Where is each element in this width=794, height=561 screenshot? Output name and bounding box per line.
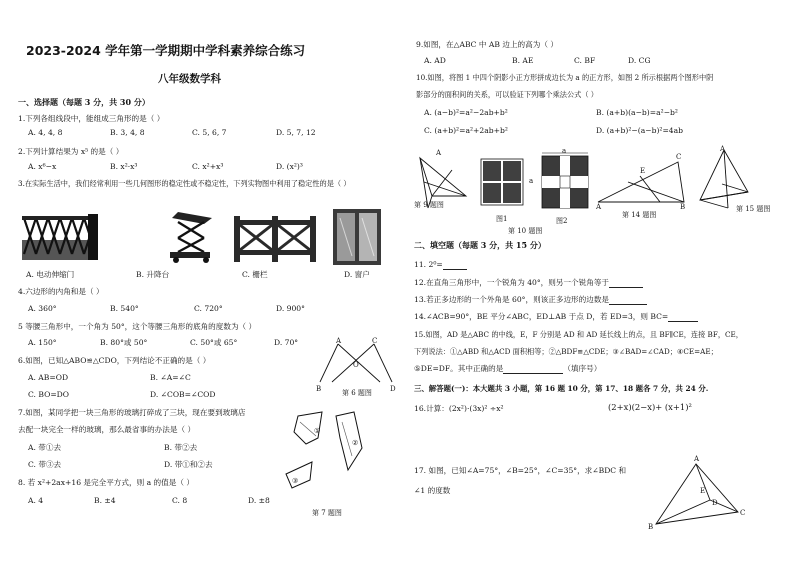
q14-label-b: B bbox=[680, 203, 686, 211]
q2-option-b: B. x²·x³ bbox=[110, 162, 138, 171]
q17-label-c: C bbox=[740, 509, 746, 517]
q9-option-a: A. AD bbox=[424, 56, 446, 65]
q17-figure bbox=[650, 458, 746, 530]
exam-title: 2023-2024 学年第一学期期中学科素养综合练习 bbox=[26, 43, 306, 58]
q11-answer-blank[interactable] bbox=[443, 261, 467, 270]
lifting-platform-image bbox=[120, 208, 218, 264]
q6-caption: 第 6 题图 bbox=[342, 389, 372, 397]
q7-option-d: D. 带①和②去 bbox=[164, 460, 213, 469]
section-1-title: 一、选择题（每题 3 分，共 30 分） bbox=[18, 97, 150, 107]
q11-text bbox=[414, 260, 467, 270]
q12-stem: 12.在直角三角形中，一个锐角为 40°，则另一个锐角等于 bbox=[414, 278, 610, 287]
q5-option-c: C. 50°或 65° bbox=[190, 338, 238, 347]
q7-stem-line2: 去配一块完全一样的玻璃，那么最省事的办法是（ ） bbox=[18, 425, 196, 434]
q7-label-3: ③ bbox=[292, 477, 299, 485]
q9-option-c: C. BF bbox=[574, 56, 596, 65]
q6-option-d: D. ∠COB=∠COD bbox=[150, 390, 216, 399]
section-3-title: 三、解答题(一)：本大题共 3 小题，第 16 题 10 分，第 17、18 题各 7 分，共 24 分. bbox=[414, 384, 709, 393]
q1-option-a: A. 4, 4, 8 bbox=[28, 128, 63, 137]
q6-label-a: A bbox=[336, 337, 342, 345]
q13-stem: 13.若正多边形的一个外角是 60°，则该正多边形的边数是 bbox=[414, 295, 610, 304]
q1-option-d: D. 5, 7, 12 bbox=[276, 128, 316, 137]
q9-option-b: B. AE bbox=[512, 56, 534, 65]
q15-text bbox=[414, 364, 601, 374]
exam-subtitle: 八年级数学科 bbox=[158, 73, 221, 85]
q10-figure-1 bbox=[480, 158, 524, 206]
q3-option-d: D. 窗户 bbox=[344, 270, 370, 279]
retractable-gate-image bbox=[22, 210, 98, 262]
q6-stem: 6.如图，已知△ABO≌△CDO，下列结论不正确的是（ ） bbox=[18, 356, 211, 365]
q6-label-b: B bbox=[316, 385, 322, 393]
q4-option-d: D. 900° bbox=[276, 304, 305, 313]
q6-label-o: O bbox=[353, 361, 359, 369]
q4-stem: 4.六边形的内角和是（ ） bbox=[18, 287, 104, 296]
q13-answer-blank[interactable] bbox=[609, 296, 647, 305]
q2-option-c: C. x²+x³ bbox=[192, 162, 224, 171]
fence-image bbox=[232, 212, 318, 264]
q15-answer-blank[interactable] bbox=[503, 365, 563, 374]
q14-caption: 第 14 题图 bbox=[622, 211, 657, 219]
q1-option-c: C. 5, 6, 7 bbox=[192, 128, 227, 137]
window-image bbox=[332, 208, 382, 266]
q10-label-a-top: a bbox=[562, 147, 567, 155]
q3-option-b: B. 升降台 bbox=[136, 270, 170, 279]
q4-option-a: A. 360° bbox=[28, 304, 57, 313]
q17-stem-line2: ∠1 的度数 bbox=[414, 486, 451, 495]
q7-caption: 第 7 题图 bbox=[312, 509, 342, 517]
q8-option-b: B. ±4 bbox=[94, 496, 116, 505]
q6-option-c: C. BO=DO bbox=[28, 390, 69, 399]
q6-label-c: C bbox=[372, 337, 378, 345]
q15-stem-line1: 15.如图，AD 是△ABC 的中线，E，F 分别是 AD 和 AD 延长线上的点，且 BF∥CE，连接 BF，CE， bbox=[414, 330, 743, 339]
q1-option-b: B. 3, 4, 8 bbox=[110, 128, 145, 137]
q7-stem-line1: 7.如图，某同学把一块三角形的玻璃打碎成了三块，现在要到玻璃店 bbox=[18, 408, 246, 417]
q7-option-c: C. 带③去 bbox=[28, 460, 62, 469]
section-2-title: 二、填空题（每题 3 分，共 15 分） bbox=[414, 240, 546, 250]
q10-option-a: A. (a−b)²=a²−2ab+b² bbox=[424, 108, 508, 117]
q7-label-2: ② bbox=[352, 439, 359, 447]
right-column bbox=[400, 0, 794, 561]
q10-fig1-label: 图1 bbox=[496, 215, 508, 223]
q7-option-a: A. 带①去 bbox=[28, 443, 62, 452]
q9-caption: 第 9 题图 bbox=[414, 201, 444, 209]
q12-text bbox=[414, 278, 643, 288]
q17-label-b: B bbox=[648, 523, 654, 531]
q7-label-1: ① bbox=[314, 427, 321, 435]
q15-suffix: （填序号） bbox=[563, 364, 602, 373]
q10-stem-line1: 10.如图，将图 1 中四个阴影小正方形拼成边长为 a 的正方形，如图 2 所示根据两个图形中阴 bbox=[416, 73, 714, 82]
q12-answer-blank[interactable] bbox=[609, 279, 643, 288]
q3-option-a: A. 电动伸缩门 bbox=[26, 270, 75, 279]
q16-part-b: (2+x)(2−x)+ (x+1)² bbox=[608, 402, 692, 412]
q2-stem: 2.下列计算结果为 x⁵ 的是（ ） bbox=[18, 147, 124, 156]
q14-stem: 14.∠ACB=90°，BE 平分∠ABC，ED⊥AB 于点 D，若 ED=3，则 BC= bbox=[414, 312, 669, 321]
q14-label-e: E bbox=[640, 167, 646, 175]
q9-option-d: D. CG bbox=[628, 56, 651, 65]
q10-figure-2 bbox=[536, 150, 592, 214]
q6-label-d: D bbox=[390, 385, 396, 393]
q10-fig2-label: 图2 bbox=[556, 217, 568, 225]
q8-stem: 8. 若 x²+2ax+16 是完全平方式，则 a 的值是（ ） bbox=[18, 478, 194, 487]
q6-option-b: B. ∠A=∠C bbox=[150, 373, 191, 382]
q9-label-a: A bbox=[436, 149, 442, 157]
q11-stem: 11. 2⁰= bbox=[414, 260, 443, 269]
q5-stem: 5 等腰三角形中，一个角为 50°，这个等腰三角形的底角的度数为（ ） bbox=[18, 322, 257, 331]
q3-stem: 3.在实际生活中，我们经常利用一些几何图形的稳定性或不稳定性，下列实物图中利用了稳定性的是（ ） bbox=[18, 179, 351, 188]
q5-option-a: A. 150° bbox=[28, 338, 57, 347]
q2-option-d: D. (x²)³ bbox=[276, 162, 303, 171]
q10-option-c: C. (a+b)²=a²+2ab+b² bbox=[424, 126, 508, 135]
q7-option-b: B. 带②去 bbox=[164, 443, 198, 452]
q14-answer-blank[interactable] bbox=[668, 313, 698, 322]
q15-caption: 第 15 题图 bbox=[736, 205, 771, 213]
q5-option-d: D. 70° bbox=[274, 338, 299, 347]
q16-part-a: 16.计算：(2x²)·(3x)² ÷x² bbox=[414, 404, 504, 413]
q4-option-c: C. 720° bbox=[194, 304, 223, 313]
q14-label-c: C bbox=[676, 153, 682, 161]
q15-stem-line3: ⑤DE=DF。其中正确的是 bbox=[414, 364, 504, 373]
q14-figure bbox=[594, 154, 690, 208]
q1-stem: 1.下列各组线段中，能组成三角形的是（ ） bbox=[18, 114, 165, 123]
q3-option-c: C. 栅栏 bbox=[242, 270, 268, 279]
q7-figure bbox=[282, 408, 394, 498]
q6-option-a: A. AB=OD bbox=[28, 373, 69, 382]
q2-option-a: A. x⁶−x bbox=[28, 162, 57, 171]
q8-option-c: C. 8 bbox=[172, 496, 188, 505]
q10-caption: 第 10 题图 bbox=[508, 227, 543, 235]
q5-option-b: B. 80°或 50° bbox=[100, 338, 148, 347]
q13-text bbox=[414, 295, 647, 305]
q14-text bbox=[414, 312, 698, 322]
q17-label-e: E bbox=[700, 487, 706, 495]
q10-stem-line2: 影部分的面积间的关系，可以验证下列哪个乘法公式（ ） bbox=[416, 90, 598, 99]
q17-label-d: D bbox=[712, 499, 718, 507]
q10-label-a-side: a bbox=[529, 177, 534, 185]
q8-option-a: A. 4 bbox=[28, 496, 44, 505]
q15-stem-line2: 下列说法：①△ABD 和△ACD 面积相等；②△BDF≌△CDE；③∠BAD=∠CAD；④CE=AE； bbox=[414, 347, 718, 356]
q10-option-b: B. (a+b)(a−b)=a²−b² bbox=[596, 108, 678, 117]
q17-label-a: A bbox=[694, 455, 700, 463]
q10-option-d: D. (a+b)²−(a−b)²=4ab bbox=[596, 126, 684, 135]
q17-stem-line1: 17. 如图，已知∠A=75°，∠B=25°，∠C=35°，求∠BDC 和 bbox=[414, 466, 627, 475]
q14-label-a: A bbox=[596, 203, 602, 211]
q4-option-b: B. 540° bbox=[110, 304, 139, 313]
q9-stem: 9.如图，在△ABC 中 AB 边上的高为（ ） bbox=[416, 40, 558, 49]
q15-label-a: A bbox=[720, 145, 726, 153]
q8-option-d: D. ±8 bbox=[248, 496, 270, 505]
